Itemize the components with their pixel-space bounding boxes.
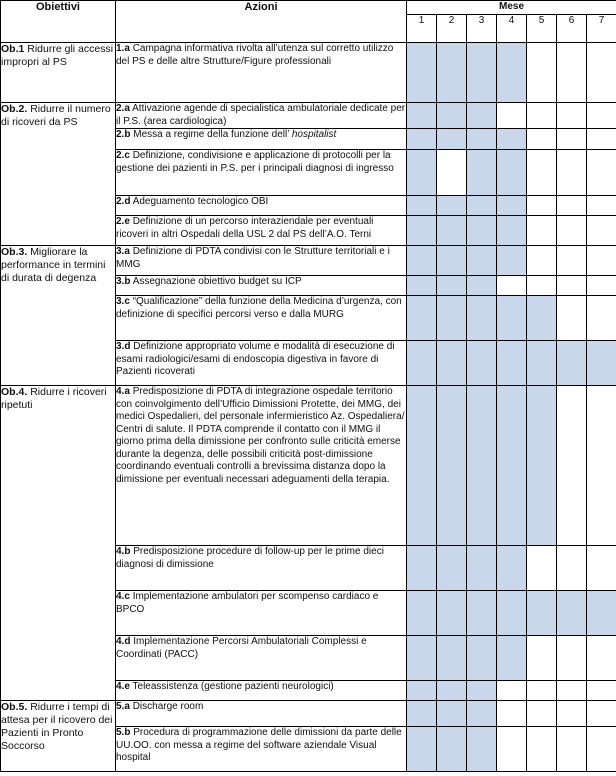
month-cell-active bbox=[407, 43, 437, 103]
month-cell-active bbox=[497, 216, 527, 246]
month-cell-active bbox=[407, 129, 437, 150]
objective-cell bbox=[1, 246, 116, 386]
action-cell bbox=[116, 341, 407, 386]
objective-code: Ob.3. bbox=[1, 246, 28, 258]
month-cell bbox=[587, 386, 616, 546]
action-text: Teleassistenza (gestione pazienti neurologici) bbox=[132, 681, 334, 692]
month-cell-active bbox=[467, 150, 497, 196]
month-cell bbox=[587, 196, 616, 216]
month-cell-active bbox=[407, 341, 437, 386]
month-cell bbox=[587, 701, 616, 727]
action-code: 4.c bbox=[116, 591, 130, 602]
month-cell-active bbox=[437, 196, 467, 216]
objective-code: Ob.1 bbox=[1, 43, 25, 55]
month-cell-active bbox=[407, 636, 437, 681]
month-cell bbox=[557, 727, 587, 772]
month-cell bbox=[527, 129, 557, 150]
month-cell-active bbox=[467, 103, 497, 129]
month-cell bbox=[587, 150, 616, 196]
objective-code: Ob.4. bbox=[1, 386, 28, 398]
month-cell bbox=[497, 276, 527, 296]
month-cell bbox=[587, 636, 616, 681]
month-5-header: 5 bbox=[527, 15, 557, 43]
action-code: 4.a bbox=[116, 386, 130, 397]
month-cell-active bbox=[497, 546, 527, 591]
table-row bbox=[1, 246, 616, 276]
month-2-header: 2 bbox=[437, 15, 467, 43]
month-cell bbox=[557, 276, 587, 296]
table-body bbox=[1, 43, 616, 772]
action-cell bbox=[116, 276, 407, 296]
month-cell-active bbox=[467, 216, 497, 246]
month-cell bbox=[527, 701, 557, 727]
month-cell-active bbox=[407, 103, 437, 129]
month-cell bbox=[497, 681, 527, 701]
month-cell-active bbox=[437, 43, 467, 103]
action-text: Messa a regime della funzione dell’ bbox=[133, 129, 290, 140]
objective-title: Ridurre il numero di ricoveri da PS bbox=[1, 103, 111, 128]
month-cell-active bbox=[467, 681, 497, 701]
action-cell bbox=[116, 246, 407, 276]
month-cell-active bbox=[497, 591, 527, 636]
objectives-header: Obiettivi bbox=[1, 1, 116, 43]
table-row bbox=[1, 386, 616, 546]
month-cell-active bbox=[437, 276, 467, 296]
month-cell bbox=[587, 681, 616, 701]
action-text-italic: hospitalist bbox=[291, 129, 337, 140]
action-cell bbox=[116, 591, 407, 636]
month-cell-active bbox=[467, 636, 497, 681]
table-row bbox=[1, 103, 616, 129]
month-cell-active bbox=[527, 341, 557, 386]
objective-code: Ob.2. bbox=[1, 103, 28, 115]
month-cell-active bbox=[497, 636, 527, 681]
month-cell-active bbox=[497, 246, 527, 276]
action-cell bbox=[116, 636, 407, 681]
month-cell-active bbox=[467, 246, 497, 276]
month-cell-active bbox=[437, 636, 467, 681]
month-cell-active bbox=[467, 341, 497, 386]
month-cell-active bbox=[587, 591, 616, 636]
month-cell-active bbox=[467, 727, 497, 772]
month-7-header: 7 bbox=[587, 15, 616, 43]
month-cell-active bbox=[467, 546, 497, 591]
action-cell bbox=[116, 727, 407, 772]
action-text: Implementazione Percorsi Ambulatoriali Complessi e Coordinati (PACC) bbox=[116, 636, 367, 660]
action-code: 5.a bbox=[116, 701, 130, 712]
action-code: 4.e bbox=[116, 681, 130, 692]
month-cell bbox=[497, 727, 527, 772]
month-cell-active bbox=[467, 386, 497, 546]
month-cell-active bbox=[407, 681, 437, 701]
month-cell-active bbox=[527, 591, 557, 636]
action-code: 3.d bbox=[116, 341, 131, 352]
month-1-header: 1 bbox=[407, 15, 437, 43]
month-cell bbox=[527, 636, 557, 681]
month-cell-active bbox=[467, 196, 497, 216]
month-cell-active bbox=[437, 701, 467, 727]
action-text: Definizione appropriato volume e modalità di esecuzione di esami radiologici/esami di endoscopia digestiva in favore di Pazienti ricoverati bbox=[116, 341, 395, 377]
month-cell bbox=[437, 150, 467, 196]
action-code: 4.b bbox=[116, 546, 131, 557]
month-cell bbox=[527, 727, 557, 772]
action-text: Predisposizione procedure di follow-up per le prime dieci diagnosi di dimissione bbox=[116, 546, 384, 570]
month-cell bbox=[557, 681, 587, 701]
month-cell bbox=[587, 727, 616, 772]
month-cell-active bbox=[437, 129, 467, 150]
action-code: 2.c bbox=[116, 150, 130, 161]
month-cell bbox=[557, 386, 587, 546]
month-cell-active bbox=[527, 386, 557, 546]
month-cell-active bbox=[497, 129, 527, 150]
action-text: Definizione di un percorso interaziendale per eventuali ricoveri in altri Ospedali della USL 2 dal PS dell’A.O. Terni bbox=[116, 216, 374, 240]
action-cell bbox=[116, 296, 407, 341]
month-cell-active bbox=[407, 386, 437, 546]
month-3-header: 3 bbox=[467, 15, 497, 43]
month-cell bbox=[587, 129, 616, 150]
month-cell bbox=[557, 129, 587, 150]
action-code: 2.e bbox=[116, 216, 130, 227]
action-cell bbox=[116, 216, 407, 246]
action-code: 5.b bbox=[116, 727, 131, 738]
action-code: 4.d bbox=[116, 636, 131, 647]
month-cell-active bbox=[497, 150, 527, 196]
month-cell-active bbox=[437, 296, 467, 341]
month-cell-active bbox=[437, 546, 467, 591]
month-cell-active bbox=[437, 386, 467, 546]
action-code: 3.b bbox=[116, 276, 131, 287]
month-cell-active bbox=[407, 216, 437, 246]
action-cell bbox=[116, 43, 407, 103]
month-cell bbox=[497, 701, 527, 727]
action-code: 2.a bbox=[116, 103, 130, 114]
action-cell bbox=[116, 103, 407, 129]
action-text: Campagna informativa rivolta all’utenza sul corretto utilizzo del PS e delle altre Strutture/Figure professionali bbox=[116, 43, 394, 67]
month-cell-active bbox=[407, 276, 437, 296]
month-cell-active bbox=[467, 276, 497, 296]
month-cell bbox=[527, 276, 557, 296]
month-cell bbox=[557, 546, 587, 591]
month-cell-active bbox=[437, 216, 467, 246]
objective-code: Ob.5. bbox=[1, 701, 28, 713]
objective-cell bbox=[1, 701, 116, 772]
table-header bbox=[1, 1, 616, 43]
month-cell bbox=[587, 296, 616, 341]
action-cell bbox=[116, 196, 407, 216]
month-cell-active bbox=[437, 591, 467, 636]
month-cell-active bbox=[437, 103, 467, 129]
month-group-header: Mese bbox=[407, 1, 616, 15]
action-code: 3.c bbox=[116, 296, 130, 307]
action-cell bbox=[116, 386, 407, 546]
month-cell-active bbox=[467, 129, 497, 150]
month-cell bbox=[527, 196, 557, 216]
month-cell bbox=[557, 636, 587, 681]
objective-cell bbox=[1, 43, 116, 103]
month-6-header: 6 bbox=[557, 15, 587, 43]
month-cell bbox=[557, 216, 587, 246]
month-cell bbox=[557, 196, 587, 216]
action-text: “Qualificazione” della funzione della Medicina d’urgenza, con definizione di specifici percorsi verso e dalla MURG bbox=[116, 296, 402, 320]
month-cell bbox=[557, 246, 587, 276]
table-row bbox=[1, 701, 616, 727]
month-cell-active bbox=[497, 341, 527, 386]
month-cell-active bbox=[407, 150, 437, 196]
month-cell-active bbox=[437, 246, 467, 276]
month-cell-active bbox=[437, 681, 467, 701]
month-cell-active bbox=[497, 43, 527, 103]
month-cell-active bbox=[497, 386, 527, 546]
month-cell-active bbox=[527, 296, 557, 341]
month-cell-active bbox=[437, 341, 467, 386]
objective-cell bbox=[1, 103, 116, 246]
month-cell bbox=[527, 546, 557, 591]
objective-title: Ridurre i ricoveri ripetuti bbox=[1, 386, 107, 411]
month-cell bbox=[587, 276, 616, 296]
month-cell-active bbox=[407, 546, 437, 591]
month-cell bbox=[557, 43, 587, 103]
month-cell bbox=[527, 216, 557, 246]
month-cell bbox=[557, 103, 587, 129]
month-cell bbox=[557, 701, 587, 727]
action-cell bbox=[116, 129, 407, 150]
action-cell bbox=[116, 150, 407, 196]
objective-title: Ridurre gli accessi impropri al PS bbox=[1, 43, 114, 68]
action-text: Attivazione agende di specialistica ambulatoriale dedicate per il P.S. (area cardiologica) bbox=[116, 103, 406, 127]
month-cell bbox=[527, 150, 557, 196]
objective-title: Ridurre i tempi di attesa per il ricovero dei Pazienti in Pronto Soccorso bbox=[1, 701, 113, 752]
action-text: Definizione, condivisione e applicazione di protocolli per la gestione dei pazienti in P.S. per i principali diagnosi di ingresso bbox=[116, 150, 394, 174]
month-cell-active bbox=[557, 591, 587, 636]
month-cell bbox=[587, 246, 616, 276]
table-row bbox=[1, 43, 616, 103]
month-cell-active bbox=[557, 341, 587, 386]
month-cell-active bbox=[407, 246, 437, 276]
month-cell bbox=[557, 150, 587, 196]
action-code: 3.a bbox=[116, 246, 130, 257]
month-cell-active bbox=[407, 701, 437, 727]
month-cell-active bbox=[497, 196, 527, 216]
action-text: Assegnazione obiettivo budget su ICP bbox=[132, 276, 302, 287]
action-cell bbox=[116, 546, 407, 591]
month-cell-active bbox=[497, 296, 527, 341]
action-text: Implementazione ambulatori per scompenso cardiaco e BPCO bbox=[116, 591, 379, 615]
action-text: Discharge room bbox=[132, 701, 204, 712]
action-code: 2.b bbox=[116, 129, 131, 140]
month-cell-active bbox=[467, 701, 497, 727]
action-text: Definizione di PDTA condivisi con le Strutture territoriali e i MMG bbox=[116, 246, 390, 270]
month-4-header: 4 bbox=[497, 15, 527, 43]
objective-title: Migliorare la performance in termini di durata di degenza bbox=[1, 246, 106, 284]
action-code: 2.d bbox=[116, 196, 131, 207]
month-cell bbox=[527, 43, 557, 103]
month-cell bbox=[527, 246, 557, 276]
action-text: Predisposizione di PDTA di integrazione ospedale territorio con coinvolgimento dell’Ufficio Dimissioni Protette, dei MMG, dei medici Ospedalieri, del personale infermieristico Az. Ospedaliera/ Centri di salute. Il PDTA comprende il contatto con il MMG il giorno prima della dimissione per confronto sulle criticità emerse durante la degenza, delle possibili criticità post-dimissione coordinando eventuali controlli a brevissima distanza dopo la dimissione per eventuali necessari adeguamenti della terapia. bbox=[116, 386, 405, 485]
action-cell bbox=[116, 701, 407, 727]
month-cell bbox=[587, 43, 616, 103]
month-cell-active bbox=[437, 727, 467, 772]
action-code: 1.a bbox=[116, 43, 130, 54]
objective-cell bbox=[1, 386, 116, 701]
month-cell bbox=[587, 546, 616, 591]
month-cell-active bbox=[407, 591, 437, 636]
month-cell-active bbox=[467, 43, 497, 103]
month-cell bbox=[587, 103, 616, 129]
month-cell-active bbox=[467, 296, 497, 341]
month-cell bbox=[527, 103, 557, 129]
month-cell bbox=[587, 216, 616, 246]
action-cell bbox=[116, 681, 407, 701]
action-text: Procedura di programmazione delle dimissioni da parte delle UU.OO. con messa a regime del software aziendale Visual hospital bbox=[116, 727, 402, 763]
month-cell-active bbox=[407, 296, 437, 341]
month-cell-active bbox=[407, 196, 437, 216]
month-cell-active bbox=[587, 341, 616, 386]
month-cell-active bbox=[467, 591, 497, 636]
month-cell bbox=[527, 681, 557, 701]
month-cell bbox=[557, 296, 587, 341]
month-cell-active bbox=[407, 727, 437, 772]
actions-header: Azioni bbox=[116, 1, 407, 43]
month-cell bbox=[497, 103, 527, 129]
action-text: Adeguamento tecnologico OBI bbox=[132, 196, 269, 207]
